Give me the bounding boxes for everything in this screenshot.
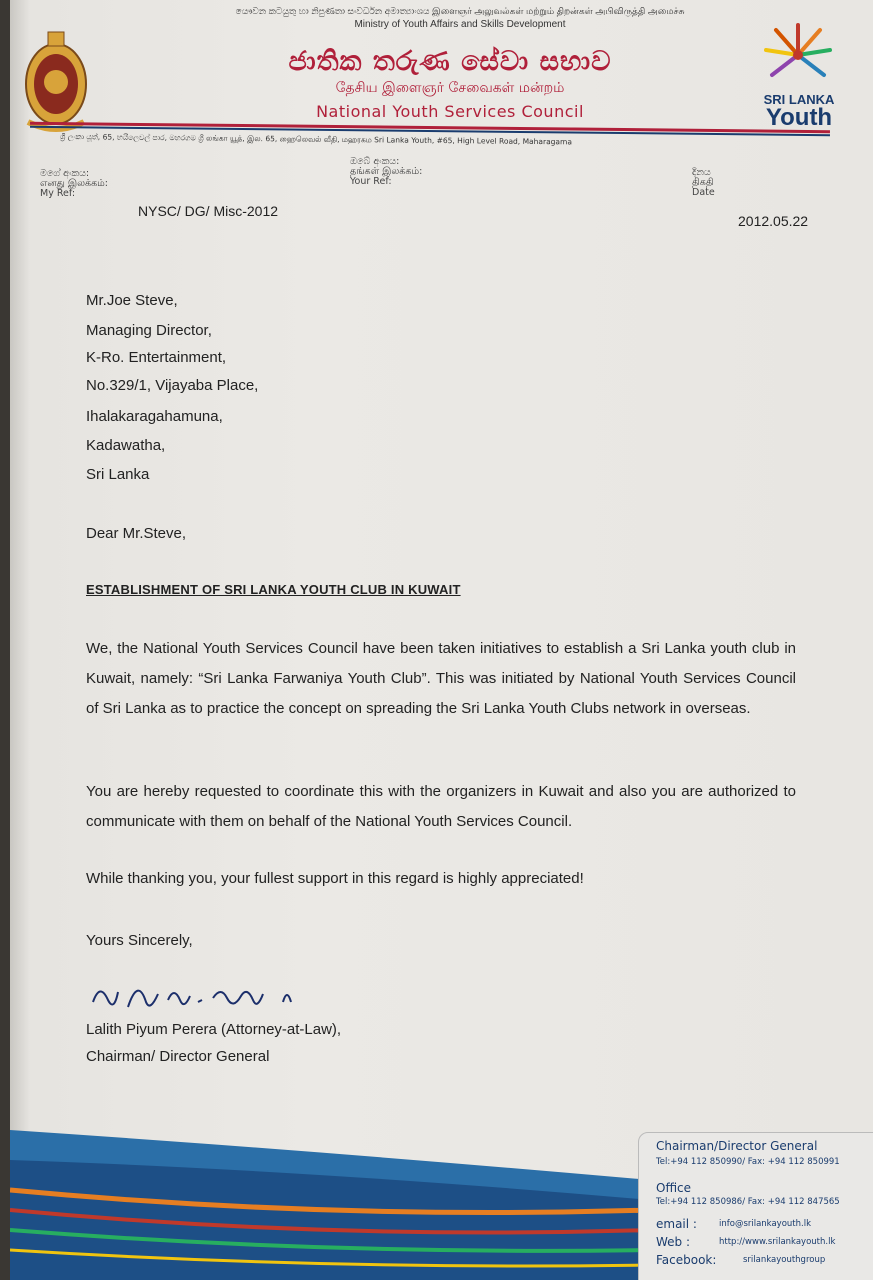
recipient-line: Ihalakaragahamuna, [86,408,223,425]
salutation: Dear Mr.Steve, [86,525,187,542]
footer-facebook-label: Facebook: [656,1253,717,1267]
recipient-line: Kadawatha, [86,437,166,454]
recipient-line: Managing Director, [86,322,212,339]
signatory-title: Chairman/ Director General [86,1048,270,1065]
subject-line: ESTABLISHMENT OF SRI LANKA YOUTH CLUB IN KUWAIT [86,582,461,597]
footer-chairman-tel: Tel:+94 112 850990/ Fax: +94 112 850991 [656,1157,840,1167]
footer-contact-box [638,1132,873,1280]
date-value: 2012.05.22 [738,213,809,229]
my-ref-value: NYSC/ DG/ Misc-2012 [138,203,279,219]
recipient-line: No.329/1, Vijayaba Place, [86,377,259,394]
header-top-line: යෞවන කටයුතු හා නිපුණතා සංවර්ධන අමාත්‍යාංශය இளைஞர் அலுவல்கள் மற்றும் திறன்கள் அபிவிருத்தி அமைச்சு Ministry of Youth Affairs and Skills Development [235,6,685,30]
footer-office-label: Office [656,1181,692,1195]
recipient-line: Sri Lanka [86,466,150,483]
youth-logo-icon [758,20,838,90]
signature-icon [88,972,328,1022]
signatory-name: Lalith Piyum Perera (Attorney-at-Law), [86,1021,342,1038]
council-name-tamil: தேசிய இளைஞர் சேவைகள் மன்றம் [335,80,565,96]
footer-email-label: email : [656,1217,697,1231]
recipient-line: K-Ro. Entertainment, [86,349,227,366]
footer-web-label: Web : [656,1235,691,1249]
recipient-line: Mr.Joe Steve, [86,292,178,309]
date-label: දිනය திகதி Date [692,167,715,198]
body-paragraph-2: You are hereby requested to coordinate this with the organizers in Kuwait and also you are authorized to communicate with them on behalf of the National Youth Services Council. [86,783,796,830]
footer-office-tel: Tel:+94 112 850986/ Fax: +94 112 847565 [656,1197,840,1207]
footer-facebook-value: srilankayouthgroup [743,1255,826,1265]
your-ref-label: ඔබේ අංකය: தங்கள் இலக்கம்: Your Ref: [350,156,423,187]
youth-logo-text: SRI LANKA Youth [763,92,835,131]
footer-web-value: http://www.srilankayouth.lk [719,1237,836,1247]
my-ref-label: මගේ අංකය: எனது இலக்கம்: My Ref: [40,168,109,199]
council-name-english: National Youth Services Council [316,102,584,121]
header-address: ශ්‍රී ලංකා යූත්, 65, හයිලෙවල් පාර, මහරගම ශ්‍රී லங்கா யூத், இல. 65, ஹைலெவல் வீதி, மஹரகம Sri Lanka Youth, #65, High Level Road, Maharagama [59,132,572,147]
council-name-sinhala: ජාතික තරුණ සේවා සභාව [288,46,612,77]
letter-page [10,0,873,1280]
closing: Yours Sincerely, [86,932,193,949]
national-emblem-icon [20,26,92,136]
body-paragraph-3: While thanking you, your fullest support in this regard is highly appreciated! [86,870,584,887]
footer-chairman-label: Chairman/Director General [656,1139,818,1153]
body-paragraph-1: We, the National Youth Services Council have been taken initiatives to establish a Sri Lanka youth club in Kuwait, namely: “Sri Lanka Farwaniya Youth Club”. This was initiated by National Youth Services Council of Sri Lanka as to practice the concept on spreading the Sri Lanka Youth Clubs network in overseas. [86,640,796,717]
footer-email-value: info@srilankayouth.lk [719,1219,811,1229]
